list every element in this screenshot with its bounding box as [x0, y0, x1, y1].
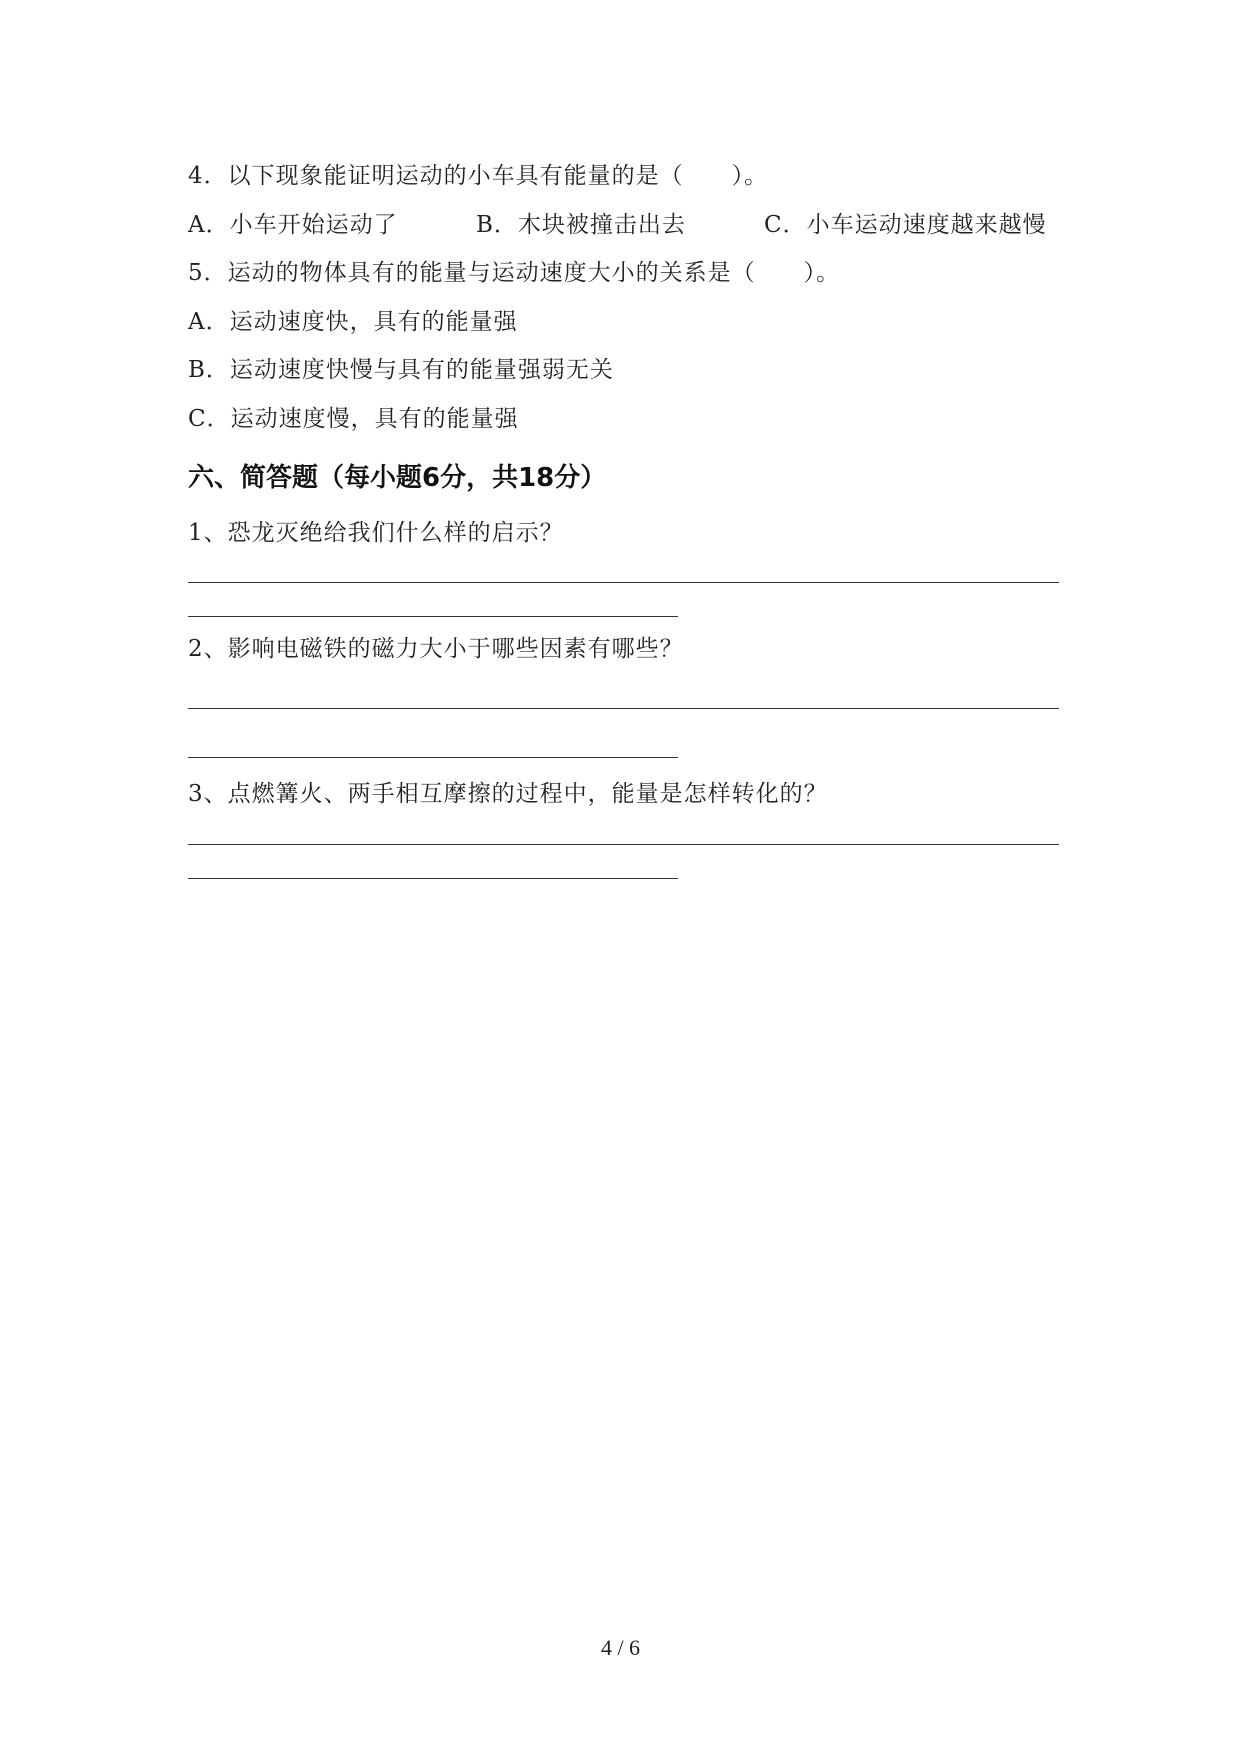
question-4-option-c: C．小车运动速度越来越慢	[764, 212, 1047, 238]
answer-line	[188, 878, 678, 879]
question-4-option-b: B．木块被撞击出去	[476, 212, 686, 238]
page-number: 4 / 6	[600, 1635, 641, 1660]
short-answer-question-2: 2、影响电磁铁的磁力大小于哪些因素有哪些？	[188, 636, 684, 662]
question-5-stem: 5．运动的物体具有的能量与运动速度大小的关系是（ ）。	[188, 260, 841, 286]
question-5-option-b: B．运动速度快慢与具有的能量强弱无关	[188, 357, 614, 383]
section-heading: 六、简答题（每小题6分，共18分）	[188, 463, 607, 493]
answer-line	[188, 757, 678, 758]
question-4-option-a: A．小车开始运动了	[188, 212, 398, 238]
question-5-option-c: C．运动速度慢，具有的能量强	[188, 406, 519, 432]
short-answer-question-3: 3、点燃篝火、两手相互摩擦的过程中，能量是怎样转化的？	[188, 781, 828, 807]
question-5-option-a: A．运动速度快，具有的能量强	[188, 309, 518, 335]
answer-line	[188, 582, 1059, 583]
answer-line	[188, 708, 1059, 709]
question-4-stem: 4．以下现象能证明运动的小车具有能量的是（ ）。	[188, 163, 769, 189]
short-answer-question-1: 1、恐龙灭绝给我们什么样的启示？	[188, 520, 564, 546]
answer-line	[188, 844, 1059, 845]
answer-line	[188, 616, 678, 617]
